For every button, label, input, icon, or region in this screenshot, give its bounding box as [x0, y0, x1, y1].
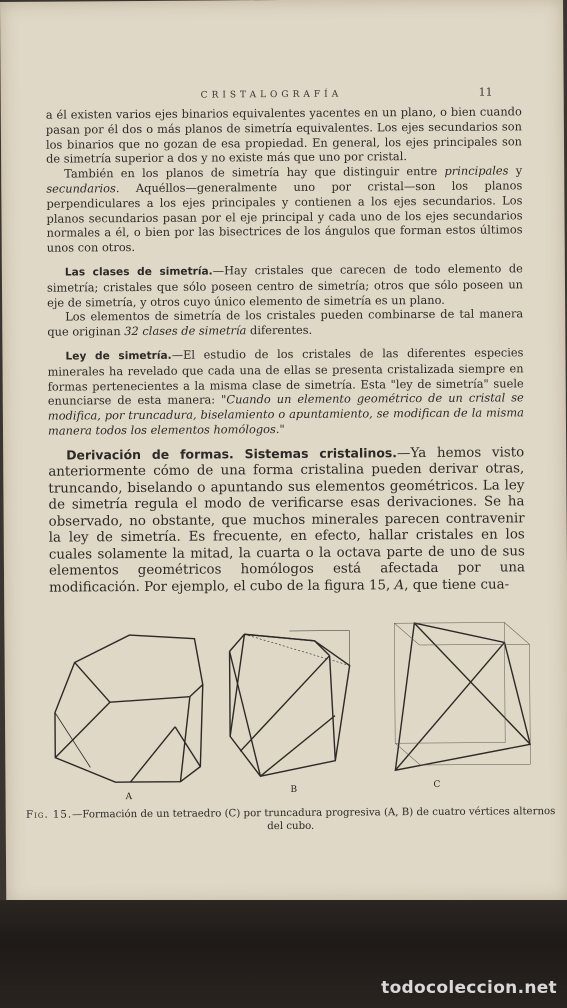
- paragraph: [46, 164, 523, 256]
- figure-label-a: A: [125, 792, 133, 803]
- paragraph: [48, 444, 525, 597]
- emphasis: A: [394, 577, 405, 593]
- text-run: Los elementos de simetría de los cristales pueden combinarse de tal manera que originan: [47, 306, 524, 339]
- emphasis: "Cuando un elemento geométrico de un cristal se modifica, por truncadura, biselamiento o apuntamiento, se modifican de la misma manera todos los elementos homólogos.": [47, 390, 524, 438]
- figure-c: [394, 622, 530, 770]
- text-run: —El estudio de los cristales de las diferentes especies minerales ha revelado que cada una de ellas se presenta cristalizada siempre en formas pertenecientes a la misma clase de simetría. Esta "ley de simetría" suele enunciarse de esta manera:: [47, 345, 524, 408]
- figure-a: [54, 635, 203, 783]
- body-text: [46, 104, 525, 597]
- text-run: —Hay cristales que carecen de todo elemento de simetría; cristales que sólo poseen centro de simetría; otros que sólo poseen un eje de simetría, y otros cuyo único elemento de simetría es un plano.: [46, 261, 524, 310]
- text-run: , que tiene cua-: [404, 577, 510, 593]
- paragraph: a él existen varios ejes binarios equivalentes yacentes en un plano, o bien cuando pasan por él dos o más planos de simetría equivalentes. Los ejes secundarios son los binarios que no gozan de esa propiedad. En general, los ejes principales son de simetría superior a dos y no existe más que uno por cristal.: [45, 104, 523, 167]
- caption-label: Fig. 15.: [25, 809, 73, 821]
- text-run: diferentes.: [246, 322, 313, 338]
- figure-15: [44, 614, 535, 807]
- figure-label-b: B: [290, 784, 298, 795]
- paragraph: [47, 261, 523, 310]
- emphasis: 32 clases de simetría: [124, 323, 247, 339]
- section-heading: Las clases de simetría.: [64, 265, 213, 279]
- running-title: CRISTALOGRAFÍA: [200, 89, 343, 101]
- section-heading: Ley de simetría.: [65, 349, 172, 363]
- figure-label-c: C: [433, 779, 441, 790]
- caption-text: —Formación de un tetraedro (C) por truncadura progresiva (A, B) de cuatro vértices alternos del cubo.: [72, 806, 556, 832]
- emphasis: secundarios: [46, 181, 116, 196]
- figure-caption: [26, 806, 556, 835]
- section-heading: Derivación de formas. Sistemas cristalinos.: [66, 444, 398, 463]
- text-run: —Ya hemos visto anteriormente cómo de una forma cristalina pueden derivar otras, truncando, biselando o apuntando sus elementos geométricos. La ley de simetría regula el modo de verificarse esas derivaciones. Se ha observado, no obstante, que muchos minerales parecen contravenir la ley de simetría. Es frecuente, en efecto, hallar cristales en los cuales solamente la mitad, la cuarta o la octava parte de uno de sus elementos geométricos homólogos está afectada por una modificación. Por ejemplo, el cubo de la figura 15,: [48, 445, 526, 596]
- text-run: . Aquéllos—generalmente uno por cristal—son los planos perpendiculares a los ejes principales y contienen a los ejes secundarios. Los planos secundarios pasan por el eje principal y cada uno de los ejes secundarios normales a él, o bien por las bisectrices de los ángulos que forman estos últimos unos con otros.: [46, 178, 523, 255]
- figure-b: [229, 631, 350, 777]
- page-number: 11: [478, 85, 493, 99]
- watermark: todocoleccion.net: [381, 978, 557, 998]
- paragraph: [47, 345, 524, 438]
- crystal-diagram: [44, 614, 535, 807]
- emphasis: principales: [444, 163, 509, 179]
- paragraph: [47, 307, 523, 340]
- text-run: y: [508, 163, 523, 178]
- text-run: También en los planos de simetría hay que distinguir entre: [64, 164, 445, 181]
